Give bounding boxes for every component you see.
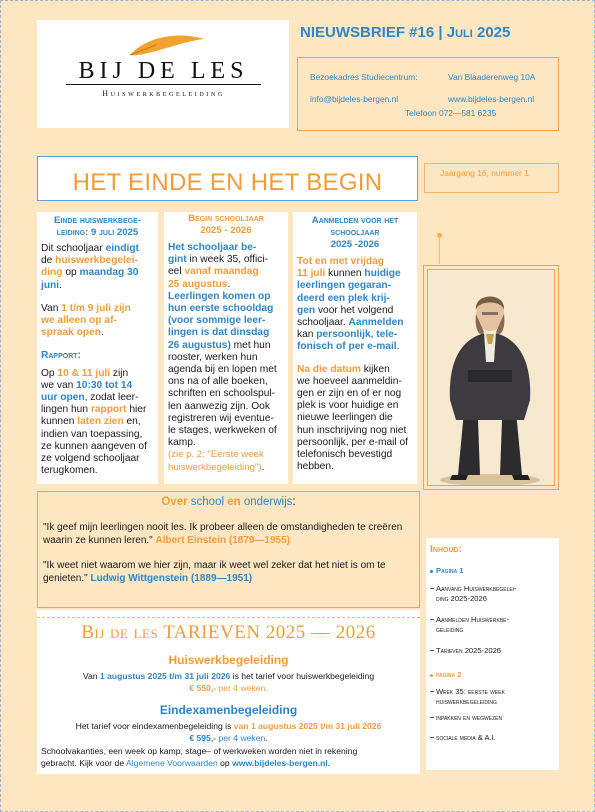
table-of-contents bbox=[426, 538, 559, 770]
page-title: HET EINDE EN HET BEGIN bbox=[72, 169, 383, 196]
tariff-note: Schoolvakanties, een week op kamp, stage– of werkweken worden niet in rekening bbox=[41, 746, 358, 756]
phone: Telefoon 072—581 6235 bbox=[405, 108, 497, 118]
dash-icon bbox=[430, 691, 434, 692]
column-begin bbox=[164, 212, 288, 484]
website-link[interactable]: www.bijdeles-bergen.nl bbox=[448, 94, 535, 104]
toc-item[interactable]: huiswerkbegeleiding bbox=[436, 697, 497, 706]
toc-item[interactable]: Tarieven 2025-2026 bbox=[436, 646, 502, 655]
tariff-price: € 595,- per 4 weken. bbox=[189, 733, 268, 743]
tariff-note: gebracht. Kijk voor de Algemene Voorwaarden op www.bijdeles-bergen.nl. bbox=[41, 758, 331, 768]
column-body: Tot en met vrijdag 11 juli kunnen huidige leerlingen gegaran- deerd een plek krij- gen voor het volgend schooljaar. Aanmelden kan persoonlijk, tele- fonisch of per e-mail. Na die datum kijken we hoeveel aanmeldin- gen er zijn en of er nog plek is voor huidige en nieuwe leerlingen die hun inschrijving nog niet persoonlijk, per e-mail of telefonisch bevestigd hebben. bbox=[297, 256, 408, 473]
quotes-heading: Over school en onderwijs: bbox=[161, 496, 296, 508]
tariff-title: Bij de les TARIEVEN 2025 — 2026 bbox=[81, 622, 376, 643]
terms-link[interactable]: Algemene Voorwaarden bbox=[126, 758, 218, 768]
volume-info: Jaargang 16, nummer 1 bbox=[424, 163, 559, 193]
tariff-price: € 550,- per 4 weken. bbox=[189, 683, 268, 693]
toc-item[interactable]: geleiding bbox=[436, 625, 464, 634]
toc-title: Inhoud: bbox=[430, 543, 463, 555]
connector-line bbox=[439, 238, 440, 264]
toc-item[interactable]: ding 2025-2026 bbox=[436, 594, 487, 603]
toc-item[interactable]: Aanmelden Huiswerkbe- bbox=[436, 615, 509, 624]
column-body: Het schooljaar be- gint in week 35, offici- eel vanaf maandag 25 augustus. Leerlingen komen op hun eerste schooldag (voor sommige leer- lingen is dat dinsdag 26 augustus) met hun rooster, werken hun agenda bij en lopen met ons na of alle boeken, schriften en schoolspul- len aanwezig zijn. Ook registreren wij eventue- le stages, werkweken of kamp. (zie p. 2: "Eerste week huiswerkbegeleiding"). bbox=[168, 242, 277, 473]
contact-panel bbox=[297, 57, 559, 131]
column-body: Dit schooljaar eindigt de huiswerkbegelei- ding op maandag 30 juni. Van 1 t/m 9 juli zijn we alleen op af- spraak open. Rapport: Op 10 & 11 juli zijn we van 10:30 tot 14 uur open, zodat leer- lingen hun rapport hier kunnen laten zien en, indien van toepassing, ze kunnen aangeven of ze volgend schooljaar terugkomen. bbox=[41, 243, 147, 477]
newsletter-title: NIEUWSBRIEF #16 | Juli 2025 bbox=[300, 24, 511, 41]
column-heading: Einde huiswerkbege- leiding: 9 juli 2025 bbox=[54, 215, 141, 238]
portrait-frame bbox=[423, 265, 559, 490]
tariff-line: Het tarief voor eindexamenbegeleiding is van 1 augustus 2025 t/m 31 juli 2026 bbox=[75, 721, 382, 731]
portrait-image bbox=[427, 269, 555, 486]
tariff-line: Van 1 augustus 2025 t/m 31 juli 2026 is het tarief voor huiswerkbegeleiding bbox=[82, 671, 375, 681]
quote-wittgenstein: "Ik weet niet waarom we hier zijn, maar ik weet wel zeker dat het niet is om te genieten." Ludwig Wittgenstein (1889—1951) bbox=[43, 560, 386, 584]
email-link[interactable]: info@bijdeles-bergen.nl bbox=[310, 94, 399, 104]
address: Van Blaaderenweg 10A bbox=[448, 72, 536, 82]
address-label: Bezoekadres Studiecentrum: bbox=[310, 72, 418, 82]
bullet-icon bbox=[430, 674, 433, 677]
quotes-panel bbox=[37, 491, 420, 608]
toc-page2[interactable]: pagina 2 bbox=[436, 670, 462, 679]
dash-icon bbox=[430, 650, 434, 651]
dash-icon bbox=[430, 717, 434, 718]
toc-item[interactable]: sociale media & A.I. bbox=[436, 733, 496, 742]
website-link[interactable]: www.bijdeles-bergen.nl bbox=[232, 758, 328, 768]
quote-einstein: "Ik geef mijn leerlingen nooit les. Ik probeer alleen de omstandigheden te creëren waarin ze kunnen leren." Albert Einstein (1879—1955) bbox=[43, 522, 403, 546]
toc-item[interactable]: Week 35: eerste week bbox=[436, 687, 505, 696]
dash-icon bbox=[430, 619, 434, 620]
logo-wordmark: BIJ DE LES bbox=[78, 58, 249, 84]
tariff-divider bbox=[37, 617, 420, 618]
bullet-icon bbox=[430, 570, 433, 573]
column-heading: Aanmelden voor het schooljaar 2025 -2026 bbox=[311, 215, 399, 250]
toc-item[interactable]: Aanvang Huiswerkbegelei- bbox=[436, 584, 517, 593]
logo-subtitle: Huiswerkbegeleiding bbox=[102, 89, 225, 98]
toc-item[interactable]: inpakken en wegwezen bbox=[436, 713, 503, 722]
column-aanmelden bbox=[293, 212, 417, 484]
tariff-heading-exam: Eindexamenbegeleiding bbox=[159, 703, 298, 717]
column-einde bbox=[37, 212, 158, 484]
toc-page1[interactable]: Pagina 1 bbox=[436, 566, 464, 575]
dash-icon bbox=[430, 737, 434, 738]
dash-icon bbox=[430, 588, 434, 589]
column-heading: Begin schooljaar 2025 - 2026 bbox=[188, 213, 264, 236]
feather-icon bbox=[126, 33, 206, 59]
logo-divider bbox=[66, 84, 261, 85]
tariff-heading-homework: Huiswerkbegeleiding bbox=[168, 653, 289, 667]
